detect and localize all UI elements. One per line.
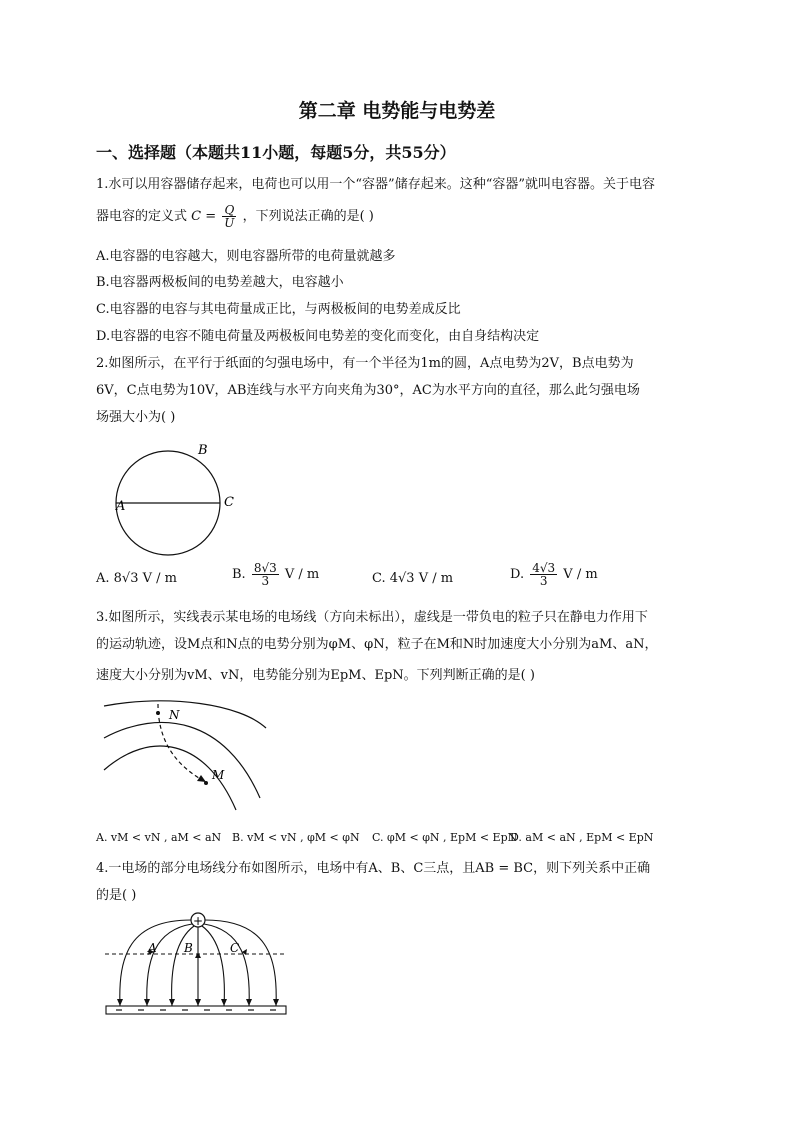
label-m: M	[212, 768, 225, 782]
formula-eq: =	[205, 209, 217, 224]
q2-option-b-denominator: 3	[261, 574, 270, 588]
fraction-denominator: U	[224, 216, 235, 230]
capacitance-fraction	[222, 204, 236, 229]
q2-option-b-unit: V / m	[284, 567, 320, 582]
q2-option-d	[510, 562, 598, 587]
q3-option-d: D. aM < aN , EpM < EpN	[510, 831, 654, 844]
field-lines	[120, 920, 276, 1006]
q2-option-b	[232, 562, 319, 587]
q2-option-d-unit: V / m	[563, 567, 598, 582]
q1-option-c: C.电容器的电容与其电荷量成正比，与两极板间的电势差成反比	[96, 302, 461, 317]
q4-line-2: 的是( )	[96, 888, 137, 903]
q1-option-d: D.电容器的电容不随电荷量及两极板间电势差的变化而变化，由自身结构决定	[96, 329, 540, 344]
fraction-numerator: Q	[222, 204, 236, 217]
q1-line-2	[96, 204, 374, 229]
point-m	[204, 781, 208, 785]
plus-sign: +	[193, 914, 204, 928]
q2-line-1: 2.如图所示，在平行于纸面的匀强电场中，有一个半径为1m的圆，A点电势为2V，B点电势为	[96, 356, 634, 371]
q1-line-1: 1.水可以用容器储存起来，电荷也可以用一个“容器”储存起来。这种“容器”就叫电容器。关于电容	[96, 177, 655, 192]
q2-option-d-denominator: 3	[539, 574, 548, 588]
label-a: A	[148, 941, 157, 955]
q3-line-2: 的运动轨迹，设M点和N点的电势分别为φM、φN，粒子在M和N时加速度大小分别为aM、aN，	[96, 637, 658, 652]
q2-option-b-prefix: B.	[232, 567, 246, 582]
q2-option-a: A. 8√3 V / m	[96, 571, 177, 586]
negative-plate	[106, 1006, 286, 1014]
q2-line-2: 6V，C点电势为10V，AB连线与水平方向夹角为30°，AC为水平方向的直径，那么此匀强电场	[96, 383, 640, 398]
field-line-top	[104, 701, 266, 728]
charge-plate-figure	[100, 910, 290, 1022]
q1-option-b: B.电容器两极板间的电势差越大，电容越小	[96, 275, 344, 290]
trajectory	[158, 704, 206, 782]
q2-option-d-numerator: 4√3	[532, 561, 556, 575]
q1-option-a: A.电容器的电容越大，则电容器所带的电荷量就越多	[96, 249, 396, 264]
q2-option-d-fraction	[530, 562, 557, 587]
chapter-title: 第二章 电势能与电势差	[298, 100, 496, 122]
q4-line-1: 4.一电场的部分电场线分布如图所示，电场中有A、B、C三点，且AB = BC，则下列关系中正确	[96, 861, 651, 876]
q3-option-a: A. vM < vN , aM < aN	[96, 831, 222, 844]
section-heading: 一、选择题（本题共11小题，每题5分，共55分）	[96, 143, 456, 162]
label-c: C	[224, 495, 234, 510]
q1-line-2-suffix: ，下列说法正确的是( )	[242, 209, 374, 224]
q1-line-2-prefix: 器电容的定义式	[96, 209, 188, 224]
q3-option-c: C. φM < φN , EpM < EpN	[372, 831, 518, 844]
label-n: N	[169, 708, 180, 722]
label-c: C	[230, 941, 240, 955]
field-lines-figure	[100, 692, 275, 817]
trajectory-arrow	[197, 775, 206, 782]
q3-line-1: 3.如图所示，实线表示某电场的电场线（方向未标出），虚线是一带负电的粒子只在静电力作用下	[96, 610, 648, 625]
q2-option-b-numerator: 8√3	[253, 561, 277, 575]
q3-line-3: 速度大小分别为vM、vN，电势能分别为EpM、EpN。下列判断正确的是( )	[96, 668, 535, 683]
point-n	[156, 711, 160, 715]
q2-option-d-prefix: D.	[510, 567, 525, 582]
label-b: B	[184, 941, 193, 955]
circle-figure	[100, 438, 250, 558]
q3-option-b: B. vM < vN , φM < φN	[232, 831, 360, 844]
q2-line-3: 场强大小为( )	[96, 410, 176, 425]
label-a: A	[116, 499, 126, 514]
field-line-middle	[104, 722, 260, 798]
label-b: B	[198, 443, 208, 458]
q2-option-b-fraction	[252, 562, 279, 587]
formula-lhs: C	[191, 209, 202, 224]
q2-option-c: C. 4√3 V / m	[372, 571, 454, 586]
